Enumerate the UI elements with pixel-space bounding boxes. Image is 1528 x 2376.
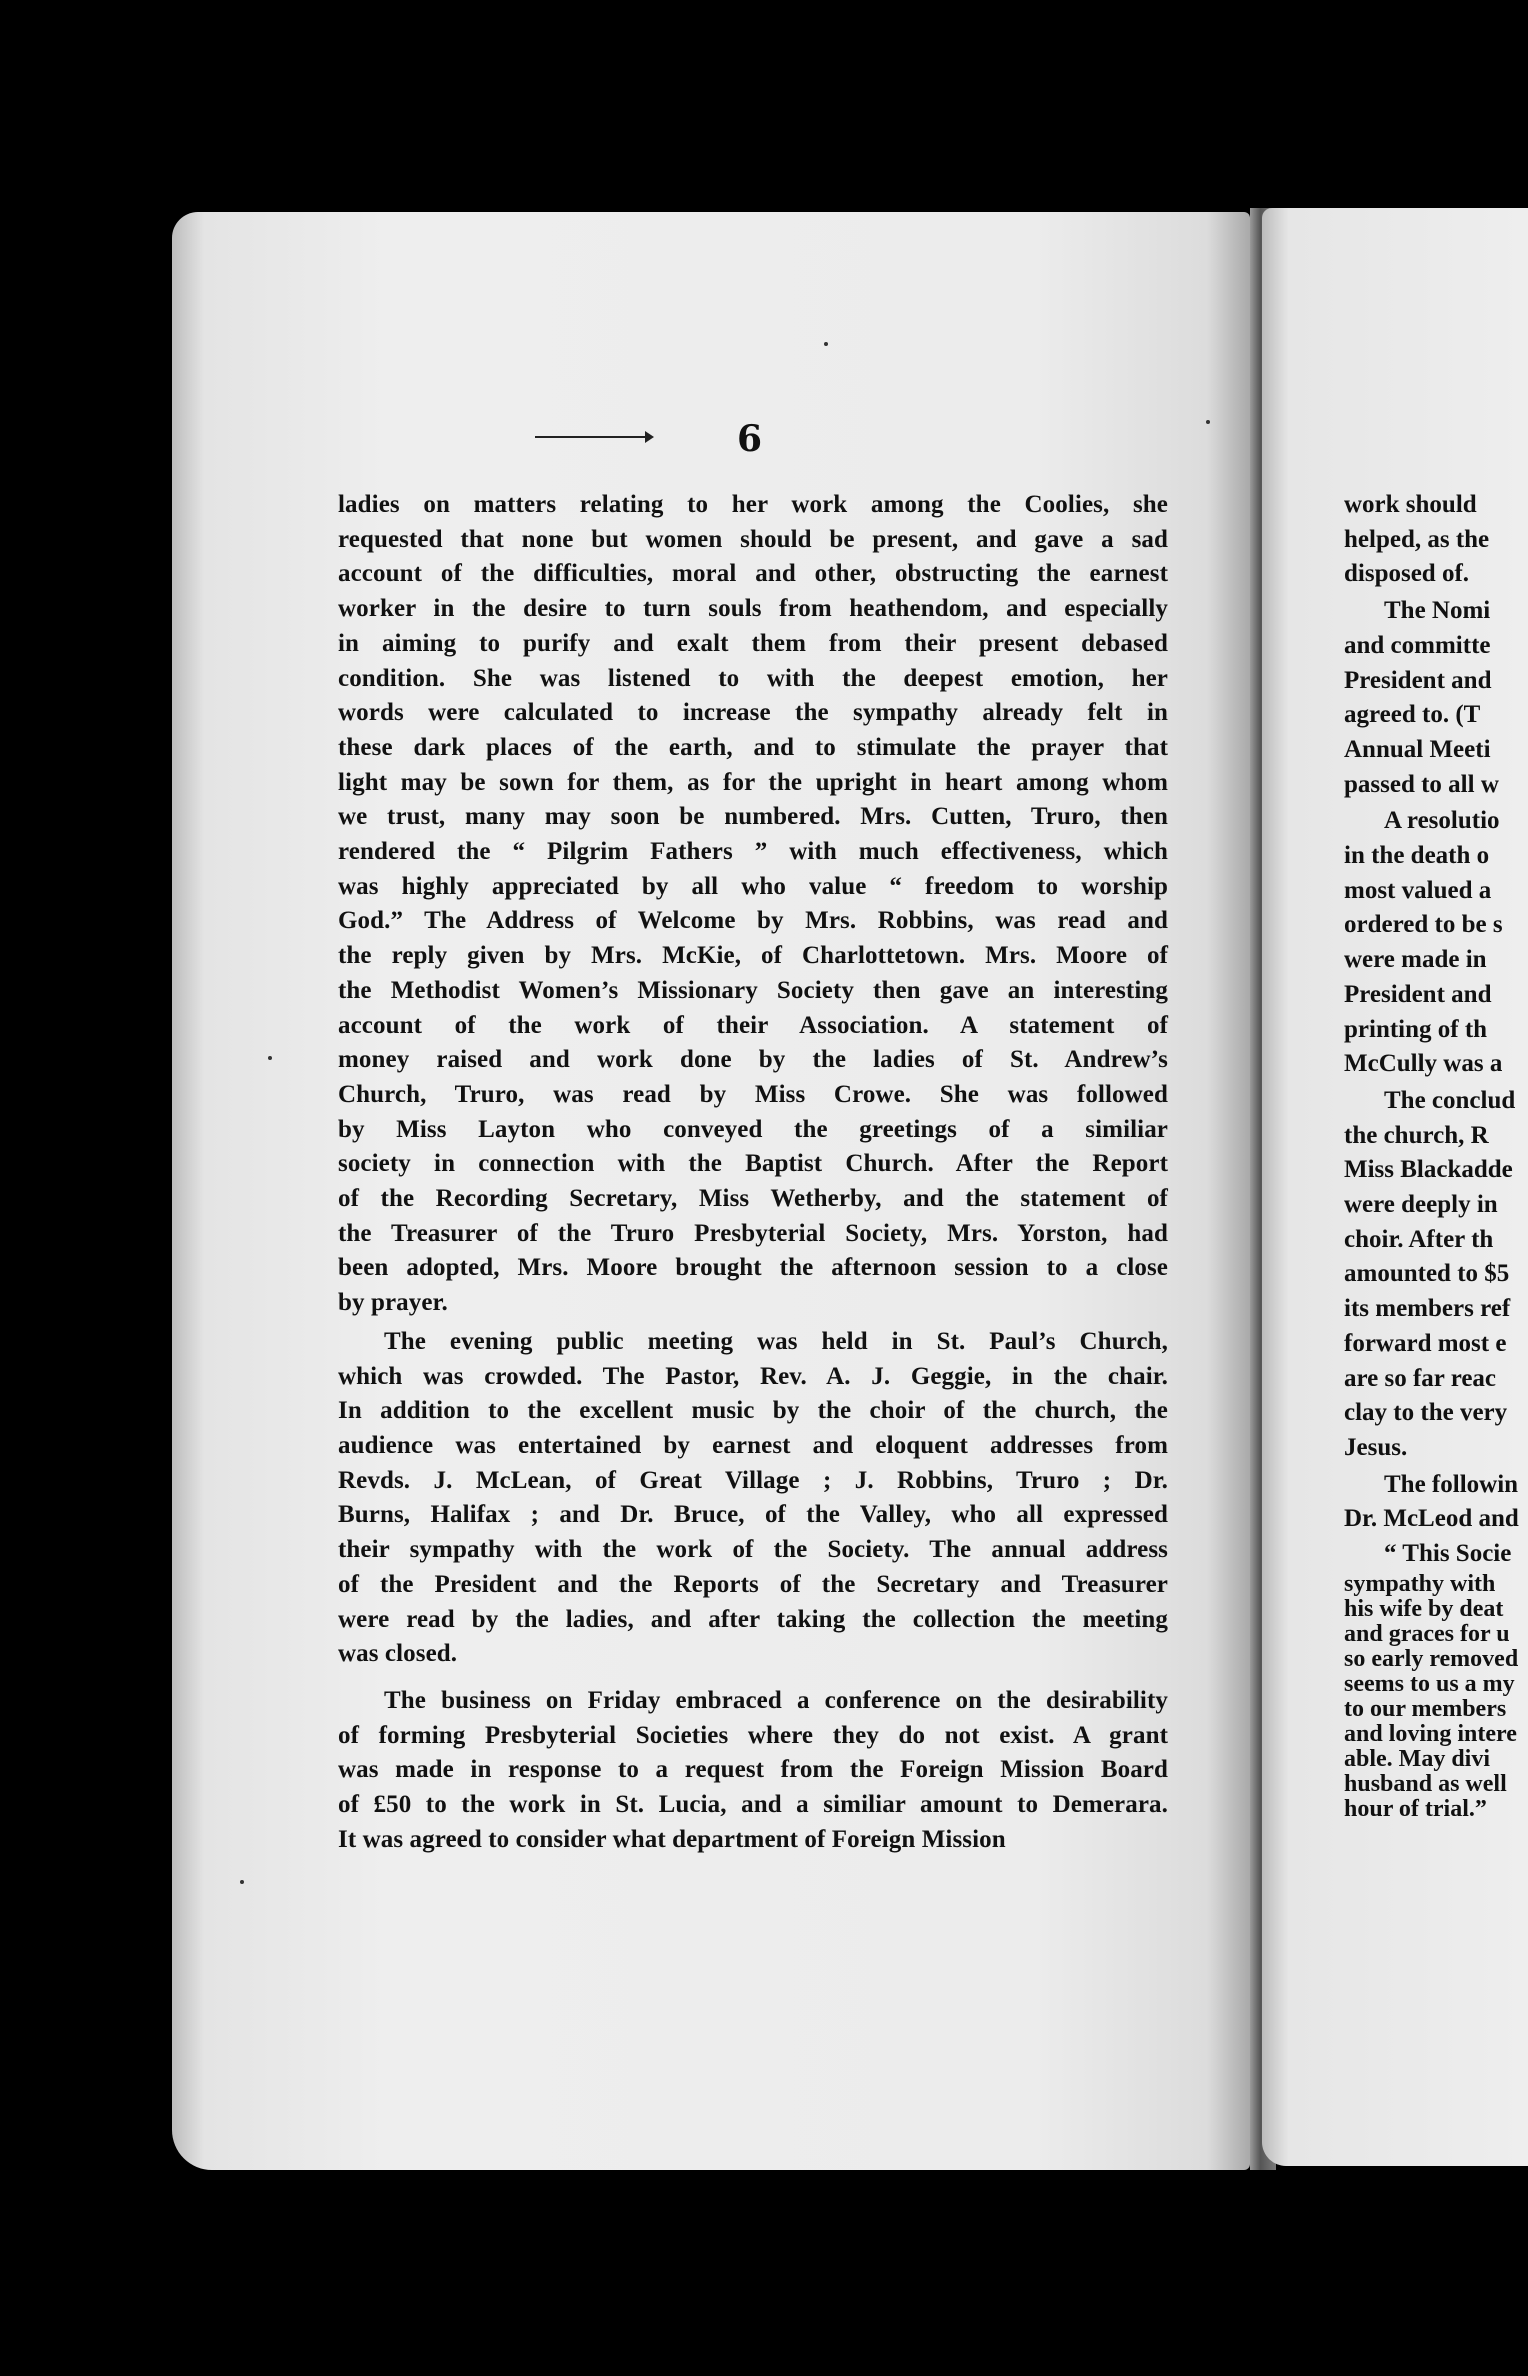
text-line: account of the work of their Association. A statement of (338, 1011, 1168, 1039)
facing-text-line: and graces for u (1344, 1620, 1510, 1647)
text-line: the Methodist Women’s Missionary Society then gave an interesting (338, 976, 1168, 1004)
text-line: light may be sown for them, as for the upright in heart among whom (338, 768, 1168, 796)
text-line: ladies on matters relating to her work among the Coolies, she (338, 491, 1168, 518)
scan-speck (268, 1056, 272, 1060)
facing-text-line: were made in (1344, 946, 1487, 974)
facing-text-line: hour of trial.” (1344, 1795, 1487, 1822)
facing-text-line: work should (1344, 491, 1477, 518)
facing-text-line: amounted to $5 (1344, 1260, 1510, 1288)
facing-text-line: seems to us a my (1344, 1670, 1515, 1697)
pencil-arrow-mark (535, 436, 650, 438)
facing-text-line: in the death o (1344, 842, 1490, 870)
text-line: audience was entertained by earnest and eloquent addresses from (338, 1431, 1168, 1459)
facing-text-line: The Nomi (1384, 597, 1491, 625)
facing-text-line: Miss Blackadde (1344, 1156, 1513, 1184)
facing-text-line: to our members (1344, 1695, 1507, 1722)
text-line: the reply given by Mrs. McKie, of Charlottetown. Mrs. Moore of (338, 942, 1168, 970)
facing-text-line: so early removed (1344, 1645, 1519, 1672)
text-line: was made in response to a request from the Foreign Mission Board (338, 1756, 1168, 1784)
text-line: their sympathy with the work of the Society. The annual address (338, 1536, 1168, 1564)
facing-text-line: disposed of. (1344, 560, 1470, 588)
facing-text-line: Dr. McLeod and (1344, 1505, 1519, 1533)
facing-text-line: and committe (1344, 631, 1491, 659)
facing-text-line: its members ref (1344, 1295, 1511, 1323)
body-text (338, 488, 1168, 1857)
text-line: of the Recording Secretary, Miss Wetherby, and the statement of (338, 1185, 1168, 1213)
facing-text-line: sympathy with (1344, 1570, 1496, 1597)
text-line: money raised and work done by the ladies of St. Andrew’s (338, 1046, 1168, 1074)
facing-text-line: helped, as the (1344, 525, 1490, 553)
text-line: of £50 to the work in St. Lucia, and a similiar amount to Demerara. (338, 1791, 1168, 1819)
paragraph-2 (338, 1325, 1168, 1672)
facing-text-line: Jesus. (1344, 1433, 1408, 1461)
facing-text-line: Annual Meeti (1344, 735, 1491, 763)
facing-text-line: agreed to. (T (1344, 701, 1481, 729)
text-line: of forming Presbyterial Societies where they do not exist. A grant (338, 1721, 1168, 1749)
facing-text-line: forward most e (1344, 1329, 1507, 1357)
page-number: 6 (737, 418, 763, 460)
text-line: was highly appreciated by all who value “ freedom to worship (338, 872, 1168, 900)
facing-text-line: the church, R (1344, 1121, 1489, 1149)
text-line: by Miss Layton who conveyed the greetings of a similiar (338, 1115, 1168, 1143)
facing-text-line: able. May divi (1344, 1745, 1491, 1772)
text-line: Burns, Halifax ; and Dr. Bruce, of the Valley, who all expressed (338, 1501, 1168, 1529)
text-line: which was crowded. The Pastor, Rev. A. J. Geggie, in the chair. (338, 1362, 1168, 1390)
text-line: rendered the “ Pilgrim Fathers ” with much effectiveness, which (338, 838, 1168, 866)
text-line: was closed. (338, 1640, 458, 1668)
text-line: been adopted, Mrs. Moore brought the afternoon session to a close (338, 1254, 1168, 1282)
text-line: of the President and the Reports of the Secretary and Treasurer (338, 1570, 1168, 1598)
scan-speck (1206, 420, 1210, 424)
paragraph-3 (338, 1684, 1168, 1858)
facing-text-line: most valued a (1344, 876, 1492, 904)
facing-text-line: printing of th (1344, 1015, 1488, 1043)
facing-text-line: President and (1344, 666, 1492, 694)
text-line: It was agreed to consider what department of Foreign Mission (338, 1825, 1006, 1853)
text-line: were read by the ladies, and after taking the collection the meeting (338, 1605, 1168, 1633)
facing-text-line: President and (1344, 980, 1492, 1008)
text-line: Revds. J. McLean, of Great Village ; J. Robbins, Truro ; Dr. (338, 1466, 1168, 1494)
facing-text-line: passed to all w (1344, 770, 1499, 798)
text-line: The evening public meeting was held in St. Paul’s Church, (384, 1327, 1168, 1355)
facing-text-line: husband as well (1344, 1770, 1507, 1797)
text-line: God.” The Address of Welcome by Mrs. Robbins, was read and (338, 907, 1168, 935)
scan-speck (824, 342, 828, 346)
text-line: words were calculated to increase the sympathy already felt in (338, 699, 1168, 727)
facing-text-line: “ This Socie (1384, 1540, 1512, 1568)
text-line: condition. She was listened to with the deepest emotion, her (338, 664, 1168, 692)
text-line: requested that none but women should be present, and gave a sad (338, 525, 1168, 553)
text-line: worker in the desire to turn souls from heathendom, and especially (338, 595, 1168, 623)
text-line: the Treasurer of the Truro Presbyterial Society, Mrs. Yorston, had (338, 1219, 1168, 1247)
scan-speck (240, 1880, 244, 1884)
facing-text-line: ordered to be s (1344, 911, 1503, 939)
facing-text-line: his wife by deat (1344, 1595, 1504, 1622)
text-line: society in connection with the Baptist Church. After the Report (338, 1150, 1168, 1178)
facing-page-text (1344, 488, 1528, 1822)
facing-text-line: are so far reac (1344, 1364, 1497, 1392)
facing-text-line: The followin (1384, 1470, 1519, 1498)
text-line: The business on Friday embraced a conference on the desirability (384, 1686, 1168, 1714)
text-line: we trust, many may soon be numbered. Mrs. Cutten, Truro, then (338, 803, 1168, 831)
text-line: account of the difficulties, moral and other, obstructing the earnest (338, 560, 1168, 588)
text-line: in aiming to purify and exalt them from their present debased (338, 629, 1168, 657)
facing-text-line: A resolutio (1384, 807, 1500, 835)
facing-text-line: and loving intere (1344, 1720, 1517, 1747)
facing-text-line: were deeply in (1344, 1191, 1498, 1219)
paragraph-1 (338, 488, 1168, 1321)
facing-text-line: clay to the very (1344, 1399, 1508, 1427)
text-line: In addition to the excellent music by the choir of the church, the (338, 1397, 1168, 1425)
facing-text-line: choir. After th (1344, 1225, 1494, 1253)
facing-text-line: McCully was a (1344, 1050, 1503, 1078)
text-line: Church, Truro, was read by Miss Crowe. She was followed (338, 1080, 1168, 1108)
facing-text-line: The conclud (1384, 1086, 1516, 1114)
text-line: by prayer. (338, 1289, 448, 1317)
text-line: these dark places of the earth, and to stimulate the prayer that (338, 733, 1168, 761)
